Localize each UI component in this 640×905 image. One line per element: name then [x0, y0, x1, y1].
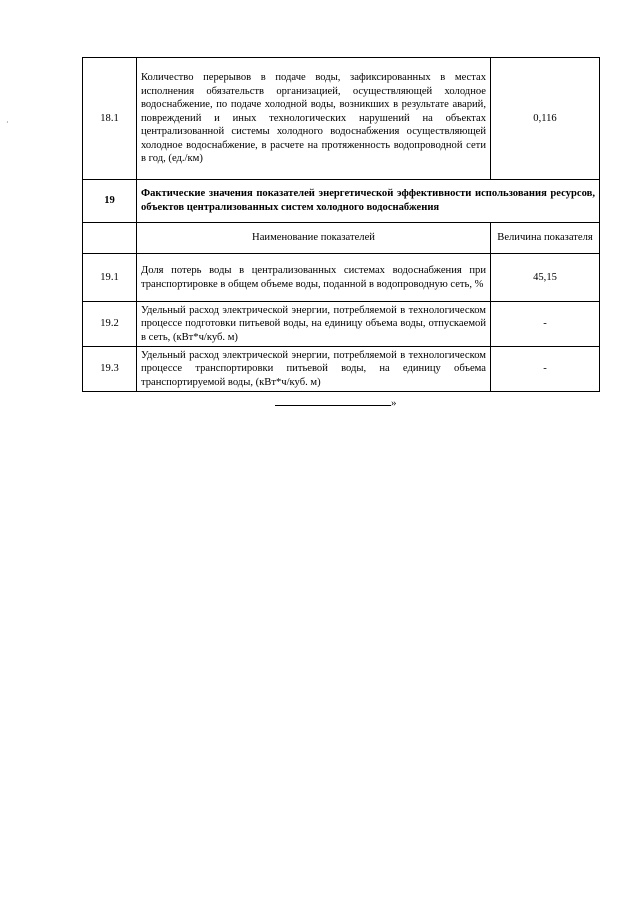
column-header-value: Величина показателя — [491, 223, 600, 254]
indicator-description: Количество перерывов в подаче воды, зафиксированных в местах исполнения обязательств организацией, осуществляющей холодное водоснабжение, по подаче холодной воды, возникших в результате аварий, повреждений и иных технологических нарушений на объектах централизованной системы холодного водоснабжения осуществляющей холодное водоснабжение, в расчете на протяженность водопроводной сети в год, (ед./км) — [137, 58, 491, 180]
indicators-table — [82, 57, 600, 392]
row-number: 18.1 — [83, 58, 137, 180]
closing-mark — [275, 397, 397, 409]
section-title: Фактические значения показателей энергетической эффективности использования ресурсов, объектов централизованных систем холодного водоснабжения — [137, 180, 600, 223]
indicator-value: 45,15 — [491, 254, 600, 302]
indicator-description: Удельный расход электрической энергии, потребляемой в технологическом процессе транспортировки питьевой воды, на единицу объема транспортируемой воды, (кВт*ч/куб. м) — [137, 347, 491, 392]
indicator-description: Удельный расход электрической энергии, потребляемой в технологическом процессе подготовки питьевой воды, на единицу объема воды, отпускаемой в сеть, (кВт*ч/куб. м) — [137, 302, 491, 347]
indicator-value: - — [491, 347, 600, 392]
closing-quote: » — [391, 397, 397, 409]
underline — [275, 397, 391, 406]
margin-mark: · — [6, 118, 9, 127]
indicator-value: 0,116 — [491, 58, 600, 180]
indicator-value: - — [491, 302, 600, 347]
table-row — [83, 254, 600, 302]
row-number: 19.3 — [83, 347, 137, 392]
table-row — [83, 347, 600, 392]
empty-cell — [83, 223, 137, 254]
table-row — [83, 58, 600, 180]
table-row — [83, 302, 600, 347]
column-header-row — [83, 223, 600, 254]
row-number: 19.2 — [83, 302, 137, 347]
section-number: 19 — [83, 180, 137, 223]
column-header-name: Наименование показателей — [137, 223, 491, 254]
section-header-row — [83, 180, 600, 223]
indicator-description: Доля потерь воды в централизованных системах водоснабжения при транспортировке в общем объеме воды, поданной в водопроводную сеть, % — [137, 254, 491, 302]
row-number: 19.1 — [83, 254, 137, 302]
